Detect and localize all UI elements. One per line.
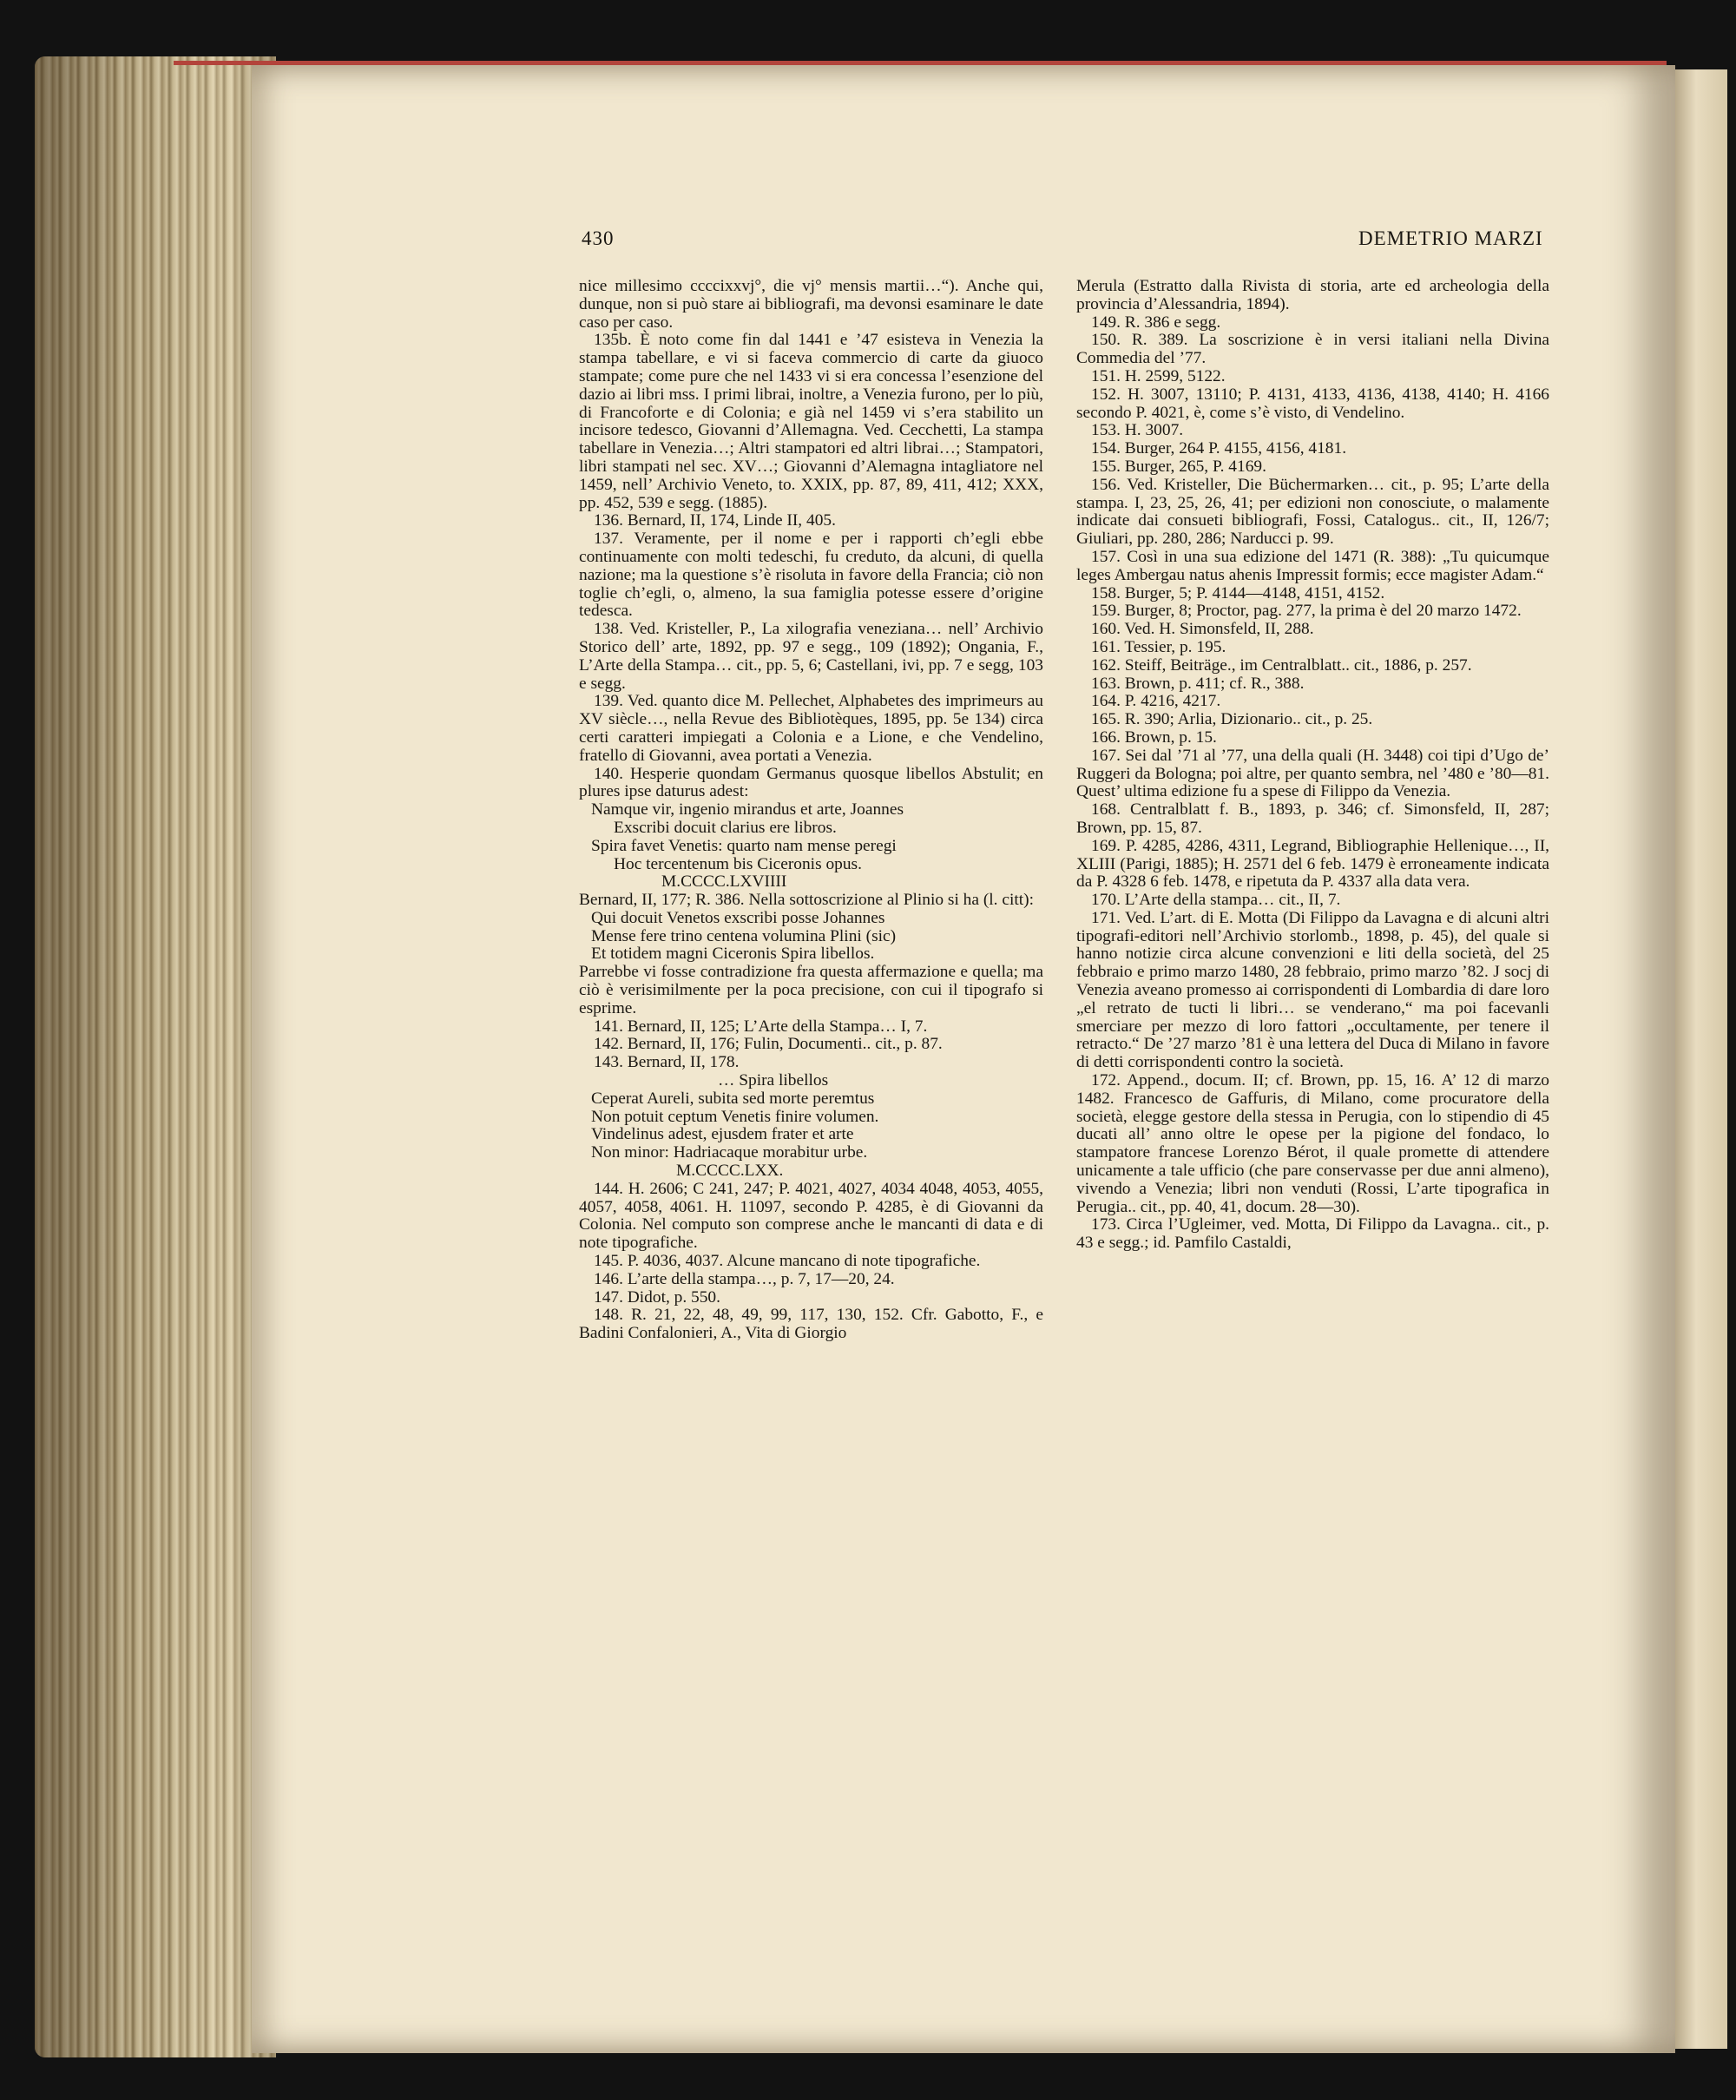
footnote-paragraph: 137. Veramente, per il nome e per i rapporti ch’egli ebbe continuamente con molti tedeschi, fu creduto, da alcuni, di quella nazione; ma la questione s’è risoluta in favore della Francia; ciò non toglie ch’egli, o, almeno, la sua famiglia potesse essere d’origine tedesca. xyxy=(579,530,1043,621)
running-head: DEMETRIO MARZI xyxy=(1358,227,1543,249)
page-edges-shadow xyxy=(35,56,276,2057)
footnote-paragraph: Merula (Estratto dalla Rivista di storia, arte ed archeologia della provincia d’Alessandria, 1894). xyxy=(1076,277,1549,313)
footnote-paragraph: 164. P. 4216, 4217. xyxy=(1091,692,1221,711)
footnote-paragraph: 159. Burger, 8; Proctor, pag. 277, la prima è del 20 marzo 1472. xyxy=(1091,602,1522,621)
footnote-paragraph: 141. Bernard, II, 125; L’Arte della Stampa… I, 7. xyxy=(594,1017,928,1036)
footnote-paragraph: 172. Append., docum. II; cf. Brown, pp. 15, 16. A’ 12 di marzo 1482. Francesco de Gaffuris, di Milano, come procuratore della società, elegge gestore della stessa in Perugia, con lo stipendio di 45 ducati all’ anno oltre le opese per la pigione del fondaco, lo stampatore francese Lorenzo Bérot, il quale promette di attendere unicamente a tale ufficio (che pare conservasse per due anni almeno), vivendo a Venezia; libri non venduti (Rossi, L’arte tipografica in Perugia.. cit., pp. 40, 41, docum. 28—30). xyxy=(1076,1071,1549,1216)
verse-line: Hoc tercentenum bis Ciceronis opus. xyxy=(614,854,862,873)
footnote-paragraph: 146. L’arte della stampa…, p. 7, 17—20, 24. xyxy=(594,1269,895,1288)
footnote-paragraph: 157. Così in una sua edizione del 1471 (R. 388): „Tu quicumque leges Ambergau natus ahenis Impressit formis; ecce magister Adam.“ xyxy=(1076,547,1549,584)
left-text-column xyxy=(579,278,1043,1343)
footnote-paragraph: 150. R. 389. La soscrizione è in versi italiani nella Divina Commedia del ’77. xyxy=(1076,331,1549,368)
right-text-column xyxy=(1076,278,1549,1253)
footnote-paragraph: 136. Bernard, II, 174, Linde II, 405. xyxy=(594,511,836,530)
footnote-paragraph: 142. Bernard, II, 176; Fulin, Documenti.. cit., p. 87. xyxy=(594,1035,943,1054)
facing-page-edge xyxy=(1675,69,1727,2049)
footnote-paragraph: 149. R. 386 e segg. xyxy=(1091,313,1221,332)
verse-line: Vindelinus adest, ejusdem frater et arte xyxy=(591,1125,854,1144)
footnote-paragraph: 144. H. 2606; C 241, 247; P. 4021, 4027, 4034 4048, 4053, 4055, 4057, 4058, 4061. H. 11097, secondo P. 4285, è di Giovanni da Colonia. Nel computo son comprese anche le mancanti di data e di note tipografiche. xyxy=(579,1179,1043,1253)
verse-line: Et totidem magni Ciceronis Spira libellos. xyxy=(591,945,875,964)
footnote-paragraph: 152. H. 3007, 13110; P. 4131, 4133, 4136, 4138, 4140; H. 4166 secondo P. 4021, è, come s’è visto, di Vendelino. xyxy=(1076,385,1549,422)
verse-line: Qui docuit Venetos exscribi posse Johannes xyxy=(591,908,885,927)
footnote-paragraph: nice millesimo ccccixxvj°, die vj° mensis martii…“). Anche qui, dunque, non si può stare ai bibliografi, ma devonsi esaminare le date caso per caso. xyxy=(579,277,1043,332)
footnote-paragraph: 167. Sei dal ’71 al ’77, una della quali (H. 3448) coi tipi d’Ugo de’ Ruggeri da Bologna; poi altre, per quanto sembra, nel ’480 e ’80—81. Quest’ ultima edizione fu a spese di Filippo da Venezia. xyxy=(1076,746,1549,801)
footnote-paragraph: Bernard, II, 177; R. 386. Nella sottoscrizione al Plinio si ha (l. citt): xyxy=(579,891,1034,910)
footnote-paragraph: 156. Ved. Kristeller, Die Büchermarken… cit., p. 95; L’arte della stampa. I, 23, 25, 26, 41; per edizioni non conosciute, o malamente indicate dai consueti bibliografi, Fossi, Catalogus.. cit., II, 126/7; Giuliari, pp. 280, 286; Narducci p. 99. xyxy=(1076,475,1549,549)
footnote-paragraph: 151. H. 2599, 5122. xyxy=(1091,366,1226,385)
footnote-paragraph: 168. Centralblatt f. B., 1893, p. 346; cf. Simonsfeld, II, 287; Brown, pp. 15, 87. xyxy=(1076,800,1549,837)
verse-line: M.CCCC.LXVIIII xyxy=(661,872,787,892)
footnote-paragraph: 158. Burger, 5; P. 4144—4148, 4151, 4152. xyxy=(1091,583,1385,602)
verse-line: Namque vir, ingenio mirandus et arte, Joannes xyxy=(591,800,904,820)
footnote-paragraph: 163. Brown, p. 411; cf. R., 388. xyxy=(1091,674,1305,693)
footnote-paragraph: 135b. È noto come fin dal 1441 e ’47 esisteva in Venezia la stampa tabellare, e vi si faceva commercio di carte da giuoco stampate; come pure che nel 1433 vi si era concessa l’esenzione del dazio ai libri mss. I primi librai, inoltre, a Venezia furono, per lo più, di Francoforte e di Colonia; e già nel 1459 vi s’era stabilito un incisore tedesco, Giovanni d’Allemagna. Ved. Cecchetti, La stampa tabellare in Venezia…; Altri stampatori ed altri librai…; Stampatori, libri stampati nel sec. XV…; Giovanni d’Alemagna intagliatore nel 1459, nell’ Archivio Veneto, to. XXIX, pp. 87, 89, 411, 412; XXX, pp. 452, 539 e segg. (1885). xyxy=(579,331,1043,512)
verse-line: … Spira libellos xyxy=(718,1071,829,1090)
footnote-paragraph: 169. P. 4285, 4286, 4311, Legrand, Bibliographie Hellenique…, II, XLIII (Parigi, 1885); H. 2571 del 6 feb. 1479 è erroneamente indicata da P. 4328 6 feb. 1478, e ripetuta da P. 4337 alla data vera. xyxy=(1076,836,1549,892)
footnote-paragraph: 162. Steiff, Beiträge., im Centralblatt.. cit., 1886, p. 257. xyxy=(1091,655,1472,675)
footnote-paragraph: 173. Circa l’Ugleimer, ved. Motta, Di Filippo da Lavagna.. cit., p. 43 e segg.; id. Pamfilo Castaldi, xyxy=(1076,1215,1549,1253)
verse-line: Spira favet Venetis: quarto nam mense peregi xyxy=(591,836,897,855)
footnote-paragraph: Parrebbe vi fosse contradizione fra questa affermazione e quella; ma ciò è verisimilmente per la poca precisione, con cui il tipografo si esprime. xyxy=(579,963,1043,1017)
footnote-paragraph: 155. Burger, 265, P. 4169. xyxy=(1091,457,1266,476)
footnote-paragraph: 138. Ved. Kristeller, P., La xilografia veneziana… nell’ Archivio Storico dell’ arte, 1892, pp. 97 e segg., 109 (1892); Ongania, F., L’Arte della Stampa… cit., pp. 5, 6; Castellani, ivi, pp. 7 e segg, 103 e segg. xyxy=(579,620,1043,693)
verse-line: Non potuit ceptum Venetis finire volumen. xyxy=(591,1107,879,1126)
verse-line: M.CCCC.LXX. xyxy=(676,1162,784,1181)
footnote-paragraph: 165. R. 390; Arlia, Dizionario.. cit., p. 25. xyxy=(1091,710,1373,729)
verse-line: Mense fere trino centena volumina Plini (sic) xyxy=(591,926,897,945)
footnote-paragraph: 166. Brown, p. 15. xyxy=(1091,727,1217,747)
footnote-paragraph: 143. Bernard, II, 178. xyxy=(594,1053,740,1072)
footnote-paragraph: 161. Tessier, p. 195. xyxy=(1091,637,1226,656)
verse-line: Exscribi docuit clarius ere libros. xyxy=(614,818,837,837)
page-number: 430 xyxy=(582,227,615,249)
footnote-paragraph: 147. Didot, p. 550. xyxy=(594,1287,720,1307)
footnote-paragraph: 145. P. 4036, 4037. Alcune mancano di note tipografiche. xyxy=(594,1252,981,1271)
footnote-paragraph: 148. R. 21, 22, 48, 49, 99, 117, 130, 152. Cfr. Gabotto, F., e Badini Confalonieri, A., Vita di Giorgio xyxy=(579,1306,1043,1343)
footnote-paragraph: 171. Ved. L’art. di E. Motta (Di Filippo da Lavagna e di alcuni altri tipografi-editori nell’Archivio storlomb., 1898, p. 45), del quale si hanno notizie circa alcune convenzioni e liti della società, del 25 febbraio e primo marzo 1480, 28 febbraio, primo marzo ’82. J socj di Venezia aveano promesso ai corrispondenti di Lombardia di dare loro „el retrato de tucti li libri… se venderano,“ ma poi facevanli smerciare per mezzo di loro fattori „occultamente, per tenere il retracto.“ De ’27 marzo ’81 è una lettera del Duca di Milano in favore di detti corrispondenti contro la società. xyxy=(1076,908,1549,1072)
verse-line: Non minor: Hadriacaque morabitur urbe. xyxy=(591,1143,868,1162)
footnote-paragraph: 154. Burger, 264 P. 4155, 4156, 4181. xyxy=(1091,439,1347,458)
footnote-paragraph: 153. H. 3007. xyxy=(1091,421,1184,440)
footnote-paragraph: 140. Hesperie quondam Germanus quosque libellos Abstulit; en plures ipse daturus adest: xyxy=(579,764,1043,801)
footnote-paragraph: 139. Ved. quanto dice M. Pellechet, Alphabetes des imprimeurs au XV siècle…, nella Revue des Bibliotèques, 1895, pp. 5e 134) circa certi caratteri impiegati a Colonia e a Lione, e che Vendelino, fratello di Giovanni, avea portati a Venezia. xyxy=(579,692,1043,765)
verse-line: Ceperat Aureli, subita sed morte peremtus xyxy=(591,1089,875,1108)
footnote-paragraph: 160. Ved. H. Simonsfeld, II, 288. xyxy=(1091,620,1314,639)
footnote-paragraph: 170. L’Arte della stampa… cit., II, 7. xyxy=(1091,891,1341,910)
